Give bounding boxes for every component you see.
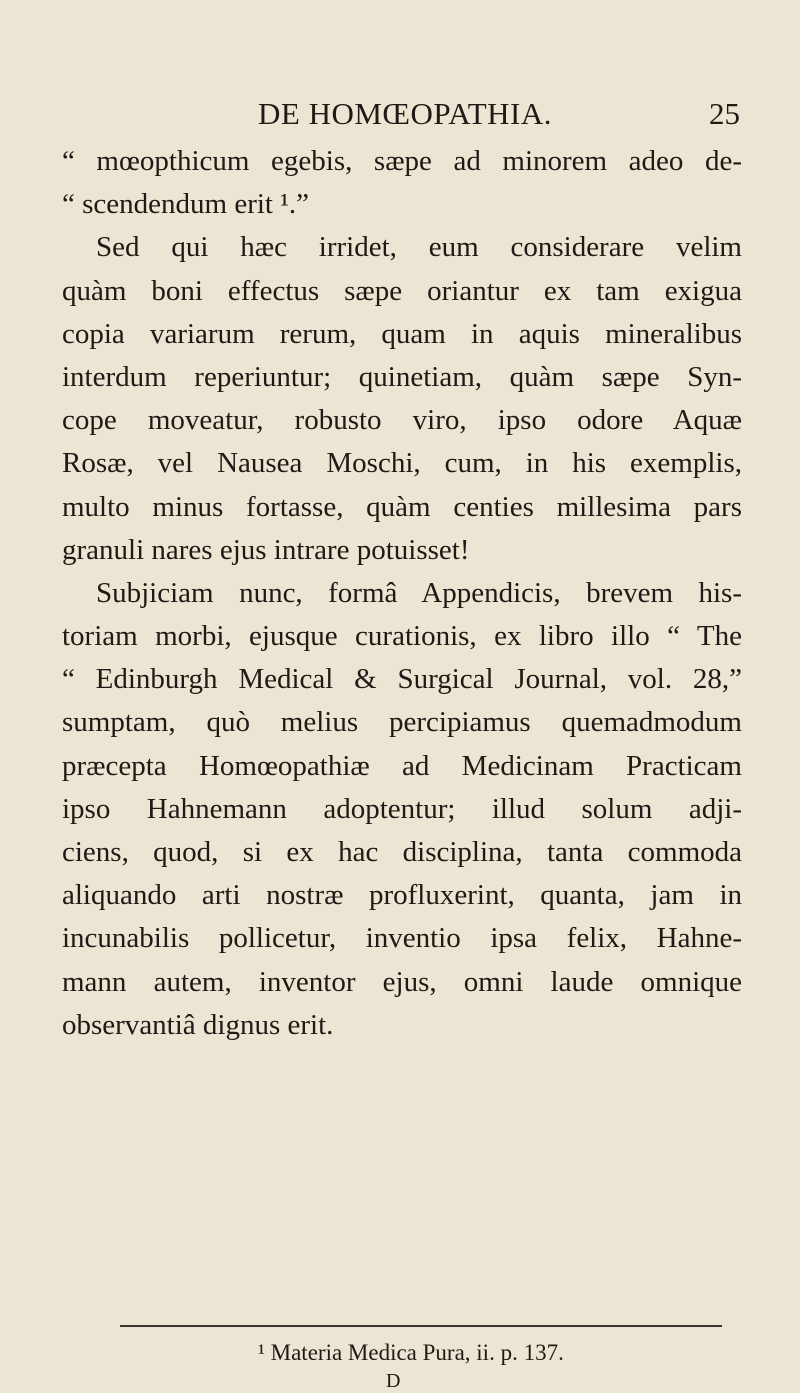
text-line: “ Edinburgh Medical & Surgical Journal, vol. 28,” (62, 663, 742, 696)
running-title: DE HOMŒOPATHIA. (258, 96, 552, 131)
text-line: sumptam, quò melius percipiamus quemadmodum (62, 706, 742, 739)
text-line: Subjiciam nunc, formâ Appendicis, brevem his- (96, 576, 742, 609)
signature-mark: D (386, 1370, 401, 1392)
text-line: quàm boni effectus sæpe oriantur ex tam exigua (62, 274, 742, 307)
text-line: ciens, quod, si ex hac disciplina, tanta commoda (62, 836, 742, 868)
text-line: mann autem, inventor ejus, omni laude omnique (62, 965, 742, 998)
text-line: præcepta Homœopathiæ ad Medicinam Practicam (62, 749, 742, 782)
footnote: ¹ Materia Medica Pura, ii. p. 137. (258, 1340, 564, 1365)
page-number: 25 (709, 96, 740, 131)
text-line: incunabilis pollicetur, inventio ipsa felix, Hahne- (62, 922, 742, 955)
text-line: aliquando arti nostræ profluxerint, quanta, jam in (62, 879, 742, 912)
text-line: cope moveatur, robusto viro, ipso odore Aquæ (62, 404, 742, 437)
text-line: multo minus fortasse, quàm centies millesima pars (62, 490, 742, 523)
text-line: interdum reperiuntur; quinetiam, quàm sæpe Syn- (62, 360, 742, 393)
text-line: granuli nares ejus intrare potuisset! (62, 533, 470, 566)
text-line: toriam morbi, ejusque curationis, ex libro illo “ The (62, 620, 742, 653)
text-line: observantiâ dignus erit. (62, 1008, 334, 1041)
text-line: ipso Hahnemann adoptentur; illud solum adji- (62, 792, 742, 825)
running-head (0, 96, 800, 136)
text-line: copia variarum rerum, quam in aquis mineralibus (62, 317, 742, 350)
text-line: Rosæ, vel Nausea Moschi, cum, in his exemplis, (62, 447, 742, 480)
footnote-rule (120, 1325, 722, 1327)
text-line: “ scendendum erit ¹.” (62, 188, 310, 221)
text-line: “ mœopthicum egebis, sæpe ad minorem adeo de- (62, 145, 742, 177)
body-text (62, 140, 742, 1047)
text-line: Sed qui hæc irridet, eum considerare velim (96, 231, 742, 264)
